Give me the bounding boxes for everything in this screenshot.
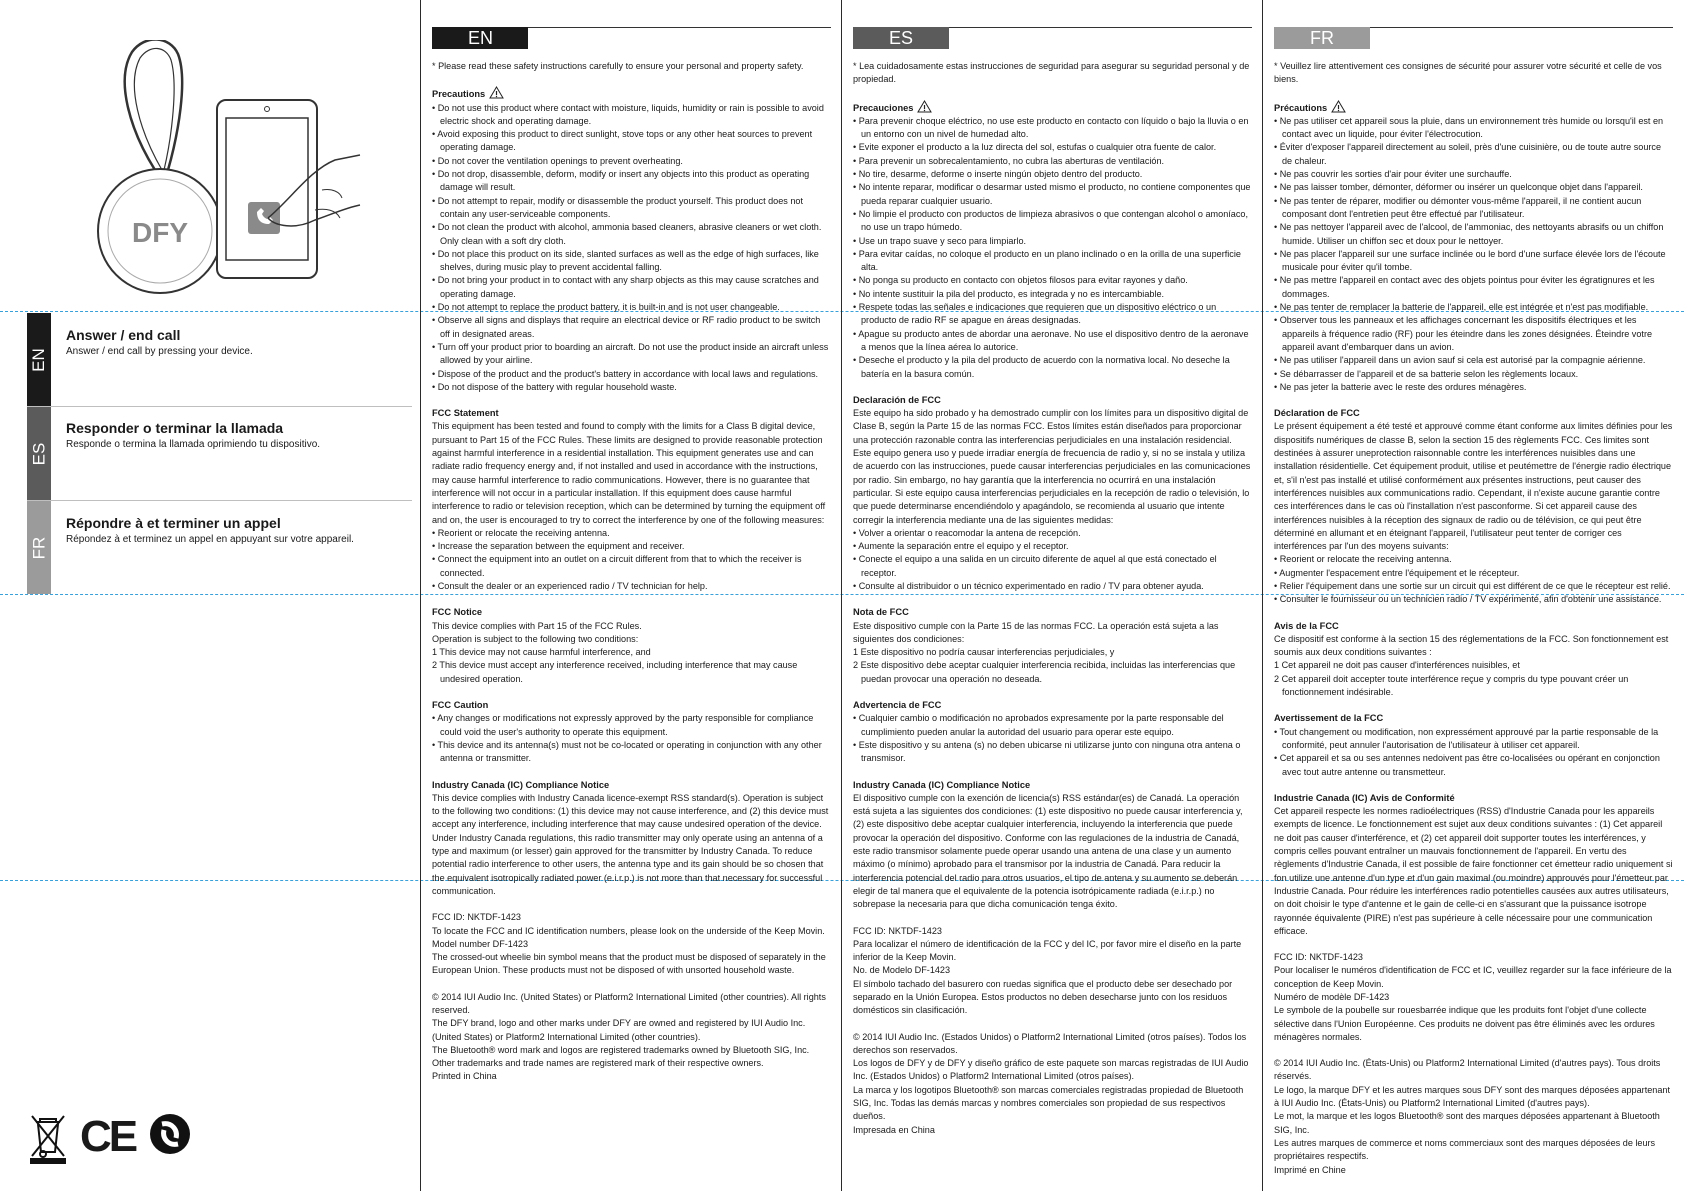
precautions-section bbox=[432, 86, 831, 394]
precautions-title bbox=[853, 100, 1252, 115]
lang-header-label: FR bbox=[1274, 27, 1370, 49]
precaution-item: • Ne pas couvrir les sorties d'air pour éviter une surchauffe. bbox=[1274, 168, 1673, 181]
lang-tab-fr: FR bbox=[27, 501, 51, 594]
precautions-section bbox=[853, 100, 1252, 381]
answer-end-call-title: Answer / end call bbox=[66, 327, 181, 343]
fcc-measure-item: • Augmenter l'espacement entre l'équipement et le récepteur. bbox=[1274, 567, 1673, 580]
ic-notice-section bbox=[853, 779, 1252, 912]
precaution-item: • No ponga su producto en contacto con objetos filosos para evitar rayones y daño. bbox=[853, 274, 1252, 287]
fcc-measure-item: • Relier l'équipement dans une sortie sur un circuit qui est différent de ce que le récepteur est relié. bbox=[1274, 580, 1673, 593]
precaution-list bbox=[1274, 115, 1673, 394]
fcc-notice-condition: 2 Cet appareil doit accepter toute interférence reçue y compris du type pouvant créer un fonctionnement indésirable. bbox=[1274, 673, 1629, 698]
answer-end-call-desc-fr: Répondez à et terminez un appel en appuyant sur votre appareil. bbox=[66, 534, 354, 545]
precautions-section bbox=[1274, 100, 1673, 395]
fcc-id-line: Numéro de modèle DF-1423 bbox=[1274, 992, 1390, 1002]
precaution-item: • No intente sustituir la pila del producto, es integrada y no es intercambiable. bbox=[853, 288, 1252, 301]
ic-notice-text: This device complies with Industry Canada licence-exempt RSS standard(s). Operation is subject to the following two conditions: (1) this device may not cause interference, and (2) this device must accept any interference, including interference that may cause undesired operation of the device. Under Industry Canada regulations, this radio transmitter may only operate using an antenna of a type and maximum (or lesser) gain approved for the transmitter by Industry Canada. To reduce potential radio interference to other users, the antenna type and its gain should be so chosen that the equivalent isotropically radiated power (e.i.r.p.) is not more than that necessary for successful communication. bbox=[432, 792, 829, 896]
precaution-item: • Ne pas tenter de remplacer la batterie de l'appareil, elle est intégrée et n'est pas modifiable. bbox=[1274, 301, 1673, 314]
fcc-notice-line: Ce dispositif est conforme à la section 15 des réglementations de la FCC. Son fonctionnement est soumis aux deux conditions suivantes : bbox=[1274, 633, 1669, 658]
safety-intro: * Lea cuidadosamente estas instrucciones de seguridad para asegurar su seguridad personal y de propiedad. bbox=[853, 61, 1250, 85]
fcc-statement-title: FCC Statement bbox=[432, 408, 499, 419]
precaution-list bbox=[853, 115, 1252, 381]
fcc-measure-item: • Consulter le fournisseur ou un technicien radio / TV expérimenté, afin d'obtenir une assistance. bbox=[1274, 593, 1673, 606]
ic-notice-title: lndustrie Canada (IC) Avis de Conformité bbox=[1274, 792, 1455, 803]
fcc-caution-item: • Cet appareil et sa ou ses antennes nedoivent pas être co-localisées ou opérant en conjonction avec tout autre antenne ou transmetteur. bbox=[1274, 752, 1673, 779]
ce-mark-icon: CE bbox=[80, 1112, 136, 1161]
fcc-caution-item: • Cualquier cambio o modificación no aprobados expresamente por la parte responsable del cumplimiento pueden anular la autoridad del usuario para operar este equipo. bbox=[853, 712, 1252, 739]
fcc-measure-item: • Increase the separation between the equipment and receiver. bbox=[432, 540, 831, 553]
panel-divider bbox=[841, 0, 842, 1191]
fcc-statement-title: Declaración de FCC bbox=[853, 394, 941, 405]
copyright-line: Los logos de DFY y de DFY y diseño gráfico de este paquete son marcas registradas de IUI Audio Inc. (Estados Unidos) o Platform2 International Limited (otros países). bbox=[853, 1058, 1249, 1082]
precaution-item: • Use un trapo suave y seco para limpiarlo. bbox=[853, 235, 1252, 248]
precaution-item: • Observe all signs and displays that require an electrical device or RF radio product to be switch off in designated areas. bbox=[432, 314, 831, 341]
lang-header-label: ES bbox=[853, 27, 949, 49]
copyright-line: © 2014 IUI Audio Inc. (États-Unis) ou Platform2 International Limited (d'autres pays). Tous droits réservés. bbox=[1274, 1058, 1661, 1082]
fcc-notice-section bbox=[1274, 620, 1673, 700]
copyright-line: Imprimé en Chine bbox=[1274, 1164, 1346, 1175]
precaution-item: • Do not place this product on its side, slanted surfaces as well as the edge of high surfaces, like shelves, during music play to prevent accidental falling. bbox=[432, 248, 831, 275]
fcc-measure-item: • Volver a orientar o reacomodar la antena de recepción. bbox=[853, 527, 1252, 540]
fcc-notice-condition: 2 Este dispositivo debe aceptar cualquier interferencia recibida, incluidas las interferencias que puedan provocar una operación no deseada. bbox=[853, 660, 1236, 684]
weee-bin-icon bbox=[28, 1112, 68, 1164]
precaution-item: • Do not dispose of the battery with regular household waste. bbox=[432, 381, 831, 394]
fcc-notice-title: FCC Notice bbox=[432, 607, 483, 618]
fcc-notice-title: Avis de la FCC bbox=[1274, 620, 1339, 631]
divider bbox=[27, 500, 412, 501]
green-dot-icon bbox=[148, 1112, 192, 1156]
ic-notice-section bbox=[432, 779, 831, 899]
fcc-id-line: FCC ID: NKTDF-1423 bbox=[432, 912, 521, 923]
fcc-measure-list bbox=[432, 527, 831, 593]
precautions-title-text: Precauciones bbox=[853, 102, 914, 113]
fcc-caution-list bbox=[1274, 726, 1673, 779]
precautions-title bbox=[1274, 100, 1673, 115]
precaution-item: • Ne pas placer l'appareil sur une surface inclinée ou le bord d'une surface élevée lors de l'écoute musicale pour éviter qu'il tombe. bbox=[1274, 248, 1673, 275]
answer-end-call-title-fr: Répondre à et terminer un appel bbox=[66, 515, 281, 531]
fcc-caution-item: • Este dispositivo y su antena (s) no deben ubicarse ni utilizarse junto con ninguna otra antena o transmisor. bbox=[853, 739, 1252, 766]
answer-end-call-desc-es: Responde o termina la llamada oprimiendo tu dispositivo. bbox=[66, 439, 321, 450]
precaution-item: • Turn off your product prior to boarding an aircraft. Do not use the product inside an aircraft unless allowed by your airline. bbox=[432, 341, 831, 368]
fcc-id-section bbox=[1274, 951, 1673, 1044]
precautions-title-text: Precautions bbox=[432, 89, 486, 100]
precaution-item: • Deseche el producto y la pila del producto de acuerdo con la normativa local. No deseche la batería en la basura común. bbox=[853, 354, 1252, 381]
fcc-id-line: FCC ID: NKTDF-1423 bbox=[1274, 952, 1363, 963]
panel-divider bbox=[1262, 0, 1263, 1191]
safety-intro: * Please read these safety instructions carefully to ensure your personal and property safety. bbox=[432, 61, 804, 71]
precaution-item: • Ne pas utiliser cet appareil sous la pluie, dans un environnement très humide ou lorsqu'il est en contact avec un liquide, pour éviter l'électrocution. bbox=[1274, 115, 1673, 142]
safety-intro: * Veuillez lire attentivement ces consignes de sécurité pour assurer votre sécurité et celle de vos biens. bbox=[1274, 61, 1662, 85]
fcc-statement-text: Le présent équipement a été testé et approuvé comme étant conforme aux limites définies pour les dispositifs numériques de classe B, selon la section 15 des règlements FCC. Ces limites sont destinées à assurer uneprotection raisonnable contre les interférences nuisibles dans une installation résidentielle. Cet équipement produit, utilise et peutémettre de l'énergie radio électrique et, s'il n'est pas installé et utilisé conformément aux présentes instructions, peut causer des interférences nuisibles aux communications radio. Cependant, il n'existe aucune garantie contre ces interférences dans le cas où l'installation n'est pasconforme. Si cet appareil cause des interférences nuisibles à la réception des signaux de radio ou de télévision, ce qui peut être déterminé en allumant et en éteignant l'appareil, l'utilisateur peut tenter de corriger ces interférences par l'un des moyens suivants: bbox=[1274, 421, 1673, 552]
precaution-item: • Do not bring your product in to contact with any sharp objects as this may cause scratches and operating damage. bbox=[432, 274, 831, 301]
copyright-line: Impresada en China bbox=[853, 1124, 935, 1135]
fcc-caution-title: Advertencia de FCC bbox=[853, 700, 942, 711]
copyright-line: The DFY brand, logo and other marks under DFY are owned and registered by IUI Audio Inc. (United States) or Platform2 International Limited (other countries). bbox=[432, 1018, 806, 1042]
fcc-statement-section bbox=[1274, 407, 1673, 606]
fcc-statement-section bbox=[432, 407, 831, 593]
lang-header bbox=[853, 27, 1252, 49]
precaution-item: • Éviter d'exposer l'appareil directement au soleil, près d'une cuisinière, ou de toute autre source de chaleur. bbox=[1274, 141, 1673, 168]
fcc-notice-line: Operation is subject to the following two conditions: bbox=[432, 633, 639, 644]
fcc-measure-item: • Conecte el equipo a una salida en un circuito diferente de aquel al que está conectado el receptor. bbox=[853, 553, 1252, 580]
fcc-measure-list bbox=[853, 527, 1252, 593]
fcc-statement-title: Déclaration de FCC bbox=[1274, 408, 1360, 419]
fcc-statement-section bbox=[853, 394, 1252, 593]
ic-notice-section bbox=[1274, 792, 1673, 938]
precaution-item: • Do not clean the product with alcohol, ammonia based cleaners, abrasive cleaners or wet cloth. Only clean with a soft dry cloth. bbox=[432, 221, 831, 248]
ic-notice-text: El dispositivo cumple con la exención de licencia(s) RSS estándar(es) de Canadá. La operación está sujeta a las siguientes dos condiciones: (1) este dispositivo no puede causar interferencia y, (2) este dispositivo debe aceptar cualquier interferencia, incluyendo la interferencia que puede provocar la operación del dispositivo. Conforme con las regulaciones de la industria de Canadá, este radio transmisor solamente puede operar usando una antena de una clase y un aumento máximo (o mínimo) aprobado para el transmisor por la industria de Canadá. Para reducir la interferencia potencial del radio para otros usuarios, el tipo de antena y su aumento se deberán elegir de tal manera que el equivalente de la potencia isotrópicamente radiada (e.i.r.p.) no sobrepase la necesaria para que dicha comunicación tenga éxito. bbox=[853, 792, 1243, 910]
fcc-id-line: El símbolo tachado del basurero con ruedas significa que el producto debe ser desechado por separado en la Unión Europea. Estos productos no deben desecharse junto con los residuos domésticos sin clasificación. bbox=[853, 978, 1233, 1016]
copyright-section bbox=[432, 991, 831, 1084]
fcc-id-line: FCC ID: NKTDF-1423 bbox=[853, 925, 942, 936]
column-en bbox=[432, 27, 831, 1084]
precaution-item: • Ne pas mettre l'appareil en contact avec des objets pointus pour éviter les égratignures et les dommages. bbox=[1274, 274, 1673, 301]
fcc-id-section bbox=[853, 925, 1252, 1018]
precaution-item: • No limpie el producto con productos de limpieza abrasivos o que contengan alcohol o amoníaco, no use un trapo húmedo. bbox=[853, 208, 1252, 235]
fcc-measure-item: • Connect the equipment into an outlet on a circuit different from that to which the receiver is connected. bbox=[432, 553, 831, 580]
precaution-item: • Para prevenir choque eléctrico, no use este producto en contacto con líquido o bajo la lluvia o en un entorno con un nivel de humedad alto. bbox=[853, 115, 1252, 142]
precaution-item: • Do not cover the ventilation openings to prevent overheating. bbox=[432, 155, 831, 168]
ic-notice-text: Cet appareil respecte les normes radioélectriques (RSS) d'Industrie Canada pour les appareils exempts de licence. Le fonctionnement est sujet aux deux conditions suivantes : (1) Cet appareil ne doit pas causer d'interférence, et (2) cet appareil doit supporter toutes les interférences, y compris celles pouvant entraîner un mauvais fonctionnement de l'appareil. En vertu des règlements d'Industrie Canada, il est possible de faire fonctionner cet émetteur radio uniquement si fon utilize une antenne d'un type et d'un gain maximal (ou moindre) approuvés pour l'émetteur par Industrie Canada. Pour réduire les interférences radio potentielles causées aux autres utilisateurs, on doit choisir le type d'antenne et le gain de celle-ci en s'assurant que la puissance isotrope rayonnée équivalente (PIRE) n'est pas supérieure à celle nécessaire pour une communication efficace. bbox=[1274, 806, 1673, 936]
product-illustration bbox=[60, 40, 380, 295]
copyright-line: La marca y los logotipos Bluetooth® son marcas comerciales registradas propiedad de Bluetooth SIG, Inc. Todas las demás marcas y nombres comerciales son propiedad de sus respectivos dueños. bbox=[853, 1084, 1244, 1122]
fcc-statement-text: Este equipo ha sido probado y ha demostrado cumplir con los límites para un dispositivo digital de Clase B, según la Parte 15 de las normas FCC. Estos límites están diseñados para proporcionar una protección razonable contra las interferencias perjudiciales en una instalación residencial. Este equipo genera uso y puede irradiar energía de frecuencia de radio y, si no se instala y utiliza de acuerdo con las instrucciones, puede causar interferencias perjudiciales en las comunicaciones por radio. Sin embargo, no hay garantía que la interferencia no ocurrirá en una instalación particular. Si este equipo causa interferencias perjudiciales en la recepción de radio o televisión, lo que puede determinarse encendiéndolo y apagándolo, se recomienda al usuario que intente corregir la interferencia mediante una de las siguientes medidas: bbox=[853, 408, 1251, 525]
fcc-id-line: Para localizar el número de identificación de la FCC y del IC, por favor mire el diseño en la parte inferior de la Keep Movin. bbox=[853, 938, 1242, 963]
lang-header-label: EN bbox=[432, 27, 528, 49]
fcc-id-line: To locate the FCC and IC identification numbers, please look on the underside of the Keep Movin. bbox=[432, 925, 825, 936]
fcc-measure-item: • Reorient or relocate the receiving antenna. bbox=[1274, 553, 1673, 566]
lang-tab-es: ES bbox=[27, 407, 51, 500]
fcc-notice-condition: 1 Cet appareil ne doit pas causer d'interférences nuisibles, et bbox=[1274, 660, 1520, 671]
warning-icon bbox=[917, 100, 932, 113]
fcc-measure-item: • Aumente la separación entre el equipo y el receptor. bbox=[853, 540, 1252, 553]
fcc-measure-list bbox=[1274, 553, 1673, 606]
divider bbox=[27, 406, 412, 407]
precaution-item: • Para evitar caídas, no coloque el producto en un plano inclinado o en la orilla de una superficie alta. bbox=[853, 248, 1252, 275]
copyright-line: Le mot, la marque et les logos Bluetooth® sont des marques déposées appartenant à Bluetooth SIG, Inc. bbox=[1274, 1111, 1660, 1135]
precautions-title bbox=[432, 86, 831, 101]
fcc-notice-line: This device complies with Part 15 of the FCC Rules. bbox=[432, 620, 642, 631]
fcc-id-line: No. de Modelo DF-1423 bbox=[853, 965, 951, 976]
precaution-item: • Observer tous les panneaux et les affichages concernant les dispositifs électriques et les appareils à fréquence radio (RF) pour les éteindre dans les zones désignées. Éteindre votre appareil avant d'embarquer dans un avion. bbox=[1274, 314, 1673, 354]
copyright-section bbox=[853, 1031, 1252, 1137]
copyright-line: Le logo, la marque DFY et les autres marques sous DFY sont des marques déposées appartenant à IUI Audio Inc. (États-Unis) ou Platform2 International Limited (d'autres pays). bbox=[1274, 1084, 1670, 1109]
precaution-item: • Se débarrasser de l'appareil et de sa batterie selon les règlements locaux. bbox=[1274, 368, 1673, 381]
precaution-item: • Avoid exposing this product to direct sunlight, stove tops or any other heat sources to prevent operating damage. bbox=[432, 128, 831, 155]
copyright-line: © 2014 IUI Audio Inc. (Estados Unidos) o Platform2 International Limited (otros países). Todos los derechos son reservados. bbox=[853, 1031, 1247, 1055]
header-rule bbox=[528, 27, 831, 28]
warning-icon bbox=[489, 86, 504, 99]
copyright-line: Les autres marques de commerce et noms commerciaux sont des marques déposées de leurs propriétaires respectifs. bbox=[1274, 1137, 1656, 1162]
fcc-id-section bbox=[432, 911, 831, 977]
lang-header bbox=[1274, 27, 1673, 49]
copyright-line: Other trademarks and trade names are registered mark of their respective owners. bbox=[432, 1058, 764, 1069]
precaution-item: • Do not drop, disassemble, deform, modify or insert any objects into this product as operating damage will result. bbox=[432, 168, 831, 195]
fcc-caution-item: • Tout changement ou modification, non expressément approuvé par la partie responsable de la conformité, peut annuler l'autorisation de l'utilisateur à utiliser cet appareil. bbox=[1274, 726, 1673, 753]
fcc-notice-title: Nota de FCC bbox=[853, 607, 909, 618]
warning-icon bbox=[1331, 100, 1346, 113]
precaution-item: • Do not use this product where contact with moisture, liquids, humidity or rain is possible to avoid electric shock and operating damage. bbox=[432, 102, 831, 129]
fcc-measure-item: • Consulte al distribuidor o un técnico experimentado en radio / TV para obtener ayuda. bbox=[853, 580, 1252, 593]
dfy-logo: DFY bbox=[132, 217, 188, 248]
precaution-item: • Ne pas utiliser l'appareil dans un avion sauf si cela est autorisé par la compagnie aérienne. bbox=[1274, 354, 1673, 367]
ic-notice-title: Industry Canada (IC) Compliance Notice bbox=[432, 779, 610, 790]
copyright-line: The Bluetooth® word mark and logos are registered trademarks owned by Bluetooth SIG, Inc. bbox=[432, 1044, 810, 1055]
copyright-line: © 2014 IUI Audio Inc. (United States) or Platform2 International Limited (other countries). All rights reserved. bbox=[432, 991, 826, 1015]
fcc-notice-line: Este dispositivo cumple con la Parte 15 de las normas FCC. La operación está sujeta a las siguientes dos condiciones: bbox=[853, 620, 1219, 644]
answer-end-call-title-es: Responder o terminar la llamada bbox=[66, 420, 284, 436]
fcc-caution-title: Avertissement de la FCC bbox=[1274, 713, 1384, 724]
fcc-notice-section bbox=[432, 606, 831, 686]
precaution-item: • Ne pas jeter la batterie avec le reste des ordures ménagères. bbox=[1274, 381, 1673, 394]
precaution-item: • No intente reparar, modificar o desarmar usted mismo el producto, no contiene componentes que pueda reparar cualquier usuario. bbox=[853, 181, 1252, 208]
ic-notice-title: Industry Canada (IC) Compliance Notice bbox=[853, 779, 1031, 790]
fcc-caution-section bbox=[1274, 712, 1673, 778]
fcc-notice-section bbox=[853, 606, 1252, 686]
header-rule bbox=[1370, 27, 1673, 28]
fcc-caution-item: • This device and its antenna(s) must not be co-located or operating in conjunction with any other antenna or transmitter. bbox=[432, 739, 831, 766]
fcc-id-line: Pour localiser le numéros d'identification de FCC et IC, veuillez regarder sur la face inférieure de la conception de Keep Movin. bbox=[1274, 965, 1672, 989]
copyright-section bbox=[1274, 1057, 1673, 1177]
answer-end-call-desc: Answer / end call by pressing your device. bbox=[66, 346, 253, 357]
fcc-id-line: Le symbole de la poubelle sur rouesbarrée indique que les produits font l'objet d'une collecte sélective dans l'Union Européenne. Ces produits ne doivent pas être éliminés avec les ordures ménagères normales. bbox=[1274, 1005, 1655, 1042]
fcc-caution-list bbox=[853, 712, 1252, 765]
precaution-item: • Dispose of the product and the product's battery in accordance with local laws and regulations. bbox=[432, 368, 831, 381]
precaution-item: • Apague su producto antes de abordar una aeronave. No use el dispositivo dentro de la aeronave a menos que la línea aérea lo autorice. bbox=[853, 328, 1252, 355]
lang-header bbox=[432, 27, 831, 49]
column-fr bbox=[1274, 27, 1673, 1177]
precaution-item: • Respete todas las señales e indicaciones que requieren que un dispositivo eléctrico o un producto de radio RF se apague en áreas designadas. bbox=[853, 301, 1252, 328]
fcc-caution-title: FCC Caution bbox=[432, 700, 489, 711]
precautions-title-text: Précautions bbox=[1274, 102, 1328, 113]
fcc-measure-item: • Reorient or relocate the receiving antenna. bbox=[432, 527, 831, 540]
precaution-item: • Ne pas nettoyer l'appareil avec de l'alcool, de l'ammoniac, des nettoyants abrasifs ou un chiffon humide. Utiliser un chiffon sec et doux pour le nettoyer. bbox=[1274, 221, 1673, 248]
precaution-item: • Do not attempt to replace the product battery, it is built-in and is not user changeable. bbox=[432, 301, 831, 314]
fcc-id-line: The crossed-out wheelie bin symbol means that the product must be disposed of separately in the European Union. These products must not be disposed of with unsorted household waste. bbox=[432, 952, 826, 976]
copyright-line: Printed in China bbox=[432, 1071, 497, 1082]
precaution-item: • Evite exponer el producto a la luz directa del sol, estufas o cualquier otra fuente de calor. bbox=[853, 141, 1252, 154]
precaution-item: • Ne pas laisser tomber, démonter, déformer ou insérer un quelconque objet dans l'appareil. bbox=[1274, 181, 1673, 194]
precaution-list bbox=[432, 102, 831, 395]
fcc-measure-item: • Consult the dealer or an experienced radio / TV technician for help. bbox=[432, 580, 831, 593]
fcc-notice-condition: 2 This device must accept any interference received, including interference that may cause undesired operation. bbox=[432, 660, 798, 684]
precaution-item: • Ne pas tenter de réparer, modifier ou démonter vous-même l'appareil, il ne contient aucun composant dont l'entretien peut être effectué par l'utilisateur. bbox=[1274, 195, 1673, 222]
fcc-id-line: Model number DF-1423 bbox=[432, 938, 529, 949]
fcc-caution-section bbox=[853, 699, 1252, 765]
fcc-caution-section bbox=[432, 699, 831, 765]
column-es bbox=[853, 27, 1252, 1137]
speaker-phone-illustration bbox=[60, 40, 380, 295]
fcc-caution-item: • Any changes or modifications not expressly approved by the party responsible for compliance could void the user's authority to operate this equipment. bbox=[432, 712, 831, 739]
panel-divider bbox=[420, 0, 421, 1191]
lang-tab-en: EN bbox=[27, 313, 51, 406]
fcc-notice-condition: 1 This device may not cause harmful interference, and bbox=[432, 647, 651, 658]
fcc-statement-text: This equipment has been tested and found to comply with the limits for a Class B digital device, pursuant to Part 15 of the FCC Rules. These limits are designed to provide reasonable protection against harmful interference in a residential installation. This equipment generates use and can radiate radio frequency energy and, if not installed and used in accordance with the instructions, may cause harmful interference to radio communications. However, there is no guarantee that interference will not occur in a particular installation. If this equipment does cause harmful interference to radio or television reception, which can be determined by turning the equipment off and on, the user is encouraged to try to correct the interference by one of the following measures: bbox=[432, 421, 826, 525]
precaution-item: • Do not attempt to repair, modify or disassemble the product yourself. This product does not contain any user-serviceable components. bbox=[432, 195, 831, 222]
header-rule bbox=[949, 27, 1252, 28]
precaution-item: • No tire, desarme, deforme o inserte ningún objeto dentro del producto. bbox=[853, 168, 1252, 181]
fcc-notice-condition: 1 Este dispositivo no podría causar interferencias perjudiciales, y bbox=[853, 647, 1115, 658]
fcc-caution-list bbox=[432, 712, 831, 765]
precaution-item: • Para prevenir un sobrecalentamiento, no cubra las aberturas de ventilación. bbox=[853, 155, 1252, 168]
